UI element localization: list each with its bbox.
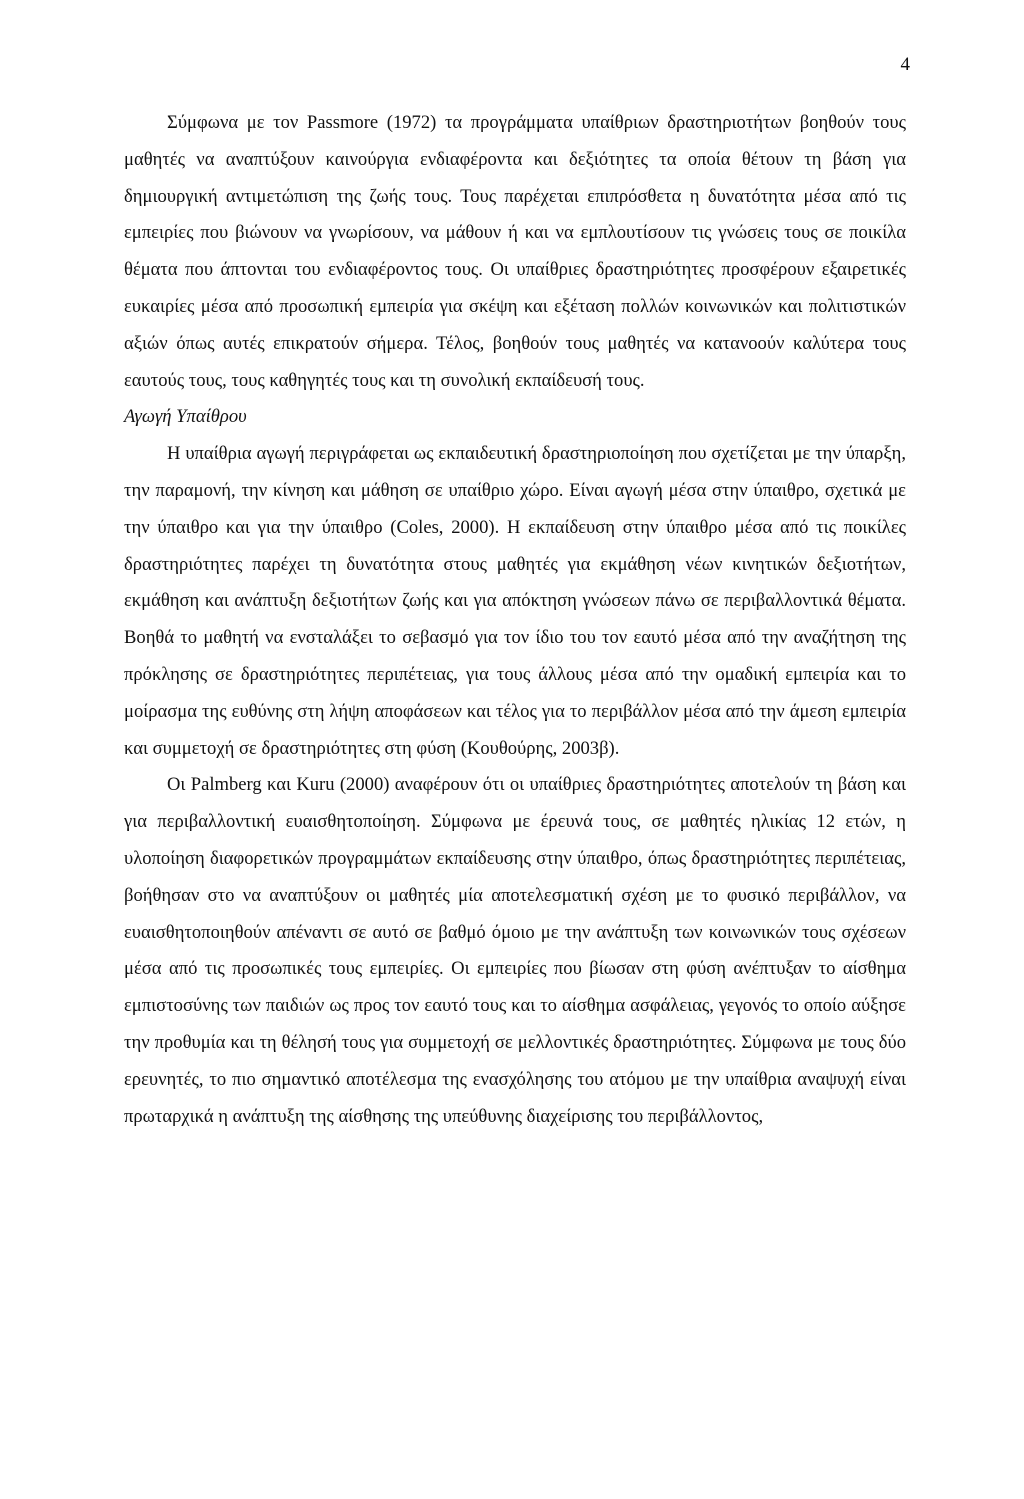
- paragraph-palmberg-kuru: Οι Palmberg και Kuru (2000) αναφέρουν ότι οι υπαίθριες δραστηριότητες αποτελούν τη βάση και για περιβαλλοντική ευαισθητοποίηση. Σύμφωνα με έρευνά τους, σε μαθητές ηλικίας 12 ετών, η υλοποίηση διαφορετικών προγραμμάτων εκπαίδευσης στην ύπαιθρο, όπως δραστηριότητες περιπέτειας, βοήθησαν στο να αναπτύξουν οι μαθητές μία αποτελεσματική σχέση με το φυσικό περιβάλλον, να ευαισθητοποιηθούν απέναντι σε αυτό σε βαθμό όμοιο με την ανάπτυξη των κοινωνικών τους σχέσεων μέσα από τις προσωπικές τους εμπειρίες. Οι εμπειρίες που βίωσαν στη φύση ανέπτυξαν το αίσθημα εμπιστοσύνης των παιδιών ως προς τον εαυτό τους και το αίσθημα ασφάλειας, γεγονός το οποίο αύξησε την προθυμία και τη θέλησή τους για συμμετοχή σε μελλοντικές δραστηριότητες. Σύμφωνα με τους δύο ερευνητές, το πιο σημαντικό αποτέλεσμα της ενασχόλησης του ατόμου με την υπαίθρια αναψυχή είναι πρωταρχικά η ανάπτυξη της αίσθησης της υπεύθυνης διαχείρισης του περιβάλλοντος,: [124, 774, 906, 1127]
- section-heading: Αγωγή Υπαίθρου: [124, 406, 247, 428]
- page-number: 4: [900, 54, 910, 75]
- paragraph-outdoor-education: Η υπαίθρια αγωγή περιγράφεται ως εκπαιδευτική δραστηριοποίηση που σχετίζεται με την ύπαρξη, την παραμονή, την κίνηση και μάθηση σε υπαίθριο χώρο. Είναι αγωγή μέσα στην ύπαιθρο, σχετικά με την ύπαιθρο και για την ύπαιθρο (Coles, 2000). Η εκπαίδευση στην ύπαιθρο μέσα από τις ποικίλες δραστηριότητες παρέχει τη δυνατότητα στους μαθητές για εκμάθηση νέων κινητικών δεξιοτήτων, εκμάθηση και ανάπτυξη δεξιοτήτων ζωής και για απόκτηση γνώσεων πάνω σε περιβαλλοντικά θέματα. Βοηθά το μαθητή να ενσταλάξει το σεβασμό για τον ίδιο του τον εαυτό μέσα από την αναζήτηση της πρόκλησης σε δραστηριότητες περιπέτειας, για τους άλλους μέσα από την ομαδική εμπειρία και το μοίρασμα της ευθύνης στη λήψη αποφάσεων και τέλος για το περιβάλλον μέσα από την άμεση εμπειρία και συμμετοχή σε δραστηριότητες στη φύση (Κουθούρης, 2003β).: [124, 443, 906, 759]
- paragraph-passmore: Σύμφωνα με τον Passmore (1972) τα προγράμματα υπαίθριων δραστηριοτήτων βοηθούν τους μαθητές να αναπτύξουν καινούργια ενδιαφέροντα και δεξιότητες τα οποία θέτουν τη βάση για δημιουργική αντιμετώπιση της ζωής τους. Τους παρέχεται επιπρόσθετα η δυνατότητα μέσα από τις εμπειρίες που βιώνουν να γνωρίσουν, να μάθουν ή και να εμπλουτίσουν τις γνώσεις τους σε ποικίλα θέματα που άπτονται του ενδιαφέροντος τους. Οι υπαίθριες δραστηριότητες προσφέρουν εξαιρετικές ευκαιρίες μέσα από προσωπική εμπειρία για σκέψη και εξέταση πολλών κοινωνικών και πολιτιστικών αξιών όπως αυτές επικρατούν σήμερα. Τέλος, βοηθούν τους μαθητές να κατανοούν καλύτερα τους εαυτούς τους, τους καθηγητές τους και τη συνολική εκπαίδευσή τους.: [124, 112, 906, 391]
- document-body: [124, 105, 906, 1135]
